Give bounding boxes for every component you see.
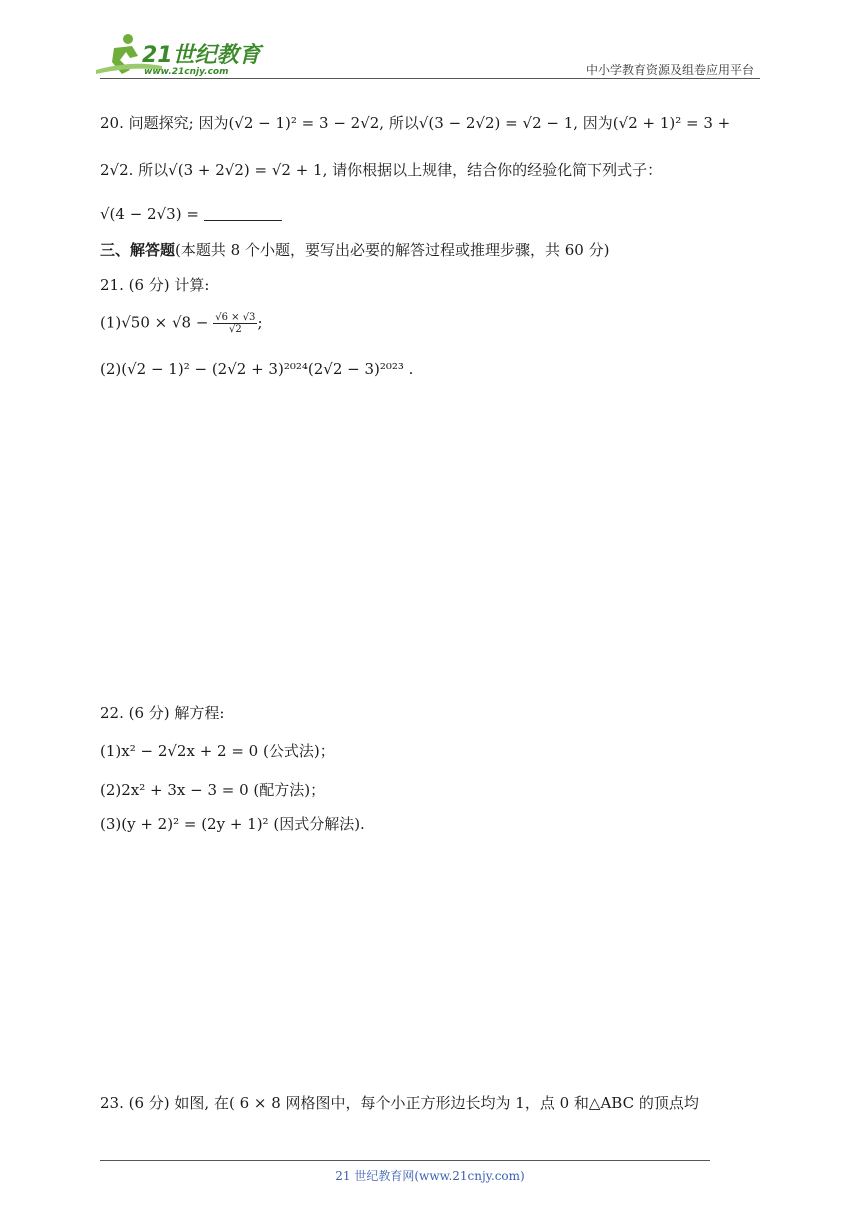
q21-part1-prefix: (1)√50 × √8 − bbox=[100, 313, 209, 332]
q22-part2: (2)2x² + 3x − 3 = 0 (配方法)； bbox=[100, 781, 326, 799]
header-divider bbox=[100, 78, 760, 79]
section3-title: 三、解答题 bbox=[100, 241, 176, 259]
section3-heading bbox=[100, 243, 609, 258]
q23-head: 23. (6 分) 如图, 在( 6 × 8 网格图中，每个小正方形边长均为 1，点 0 和△ABC 的顶点均 bbox=[100, 1094, 699, 1112]
header-platform-text: 中小学教育资源及组卷应用平台 bbox=[585, 63, 754, 77]
footer-text: 21 世纪教育网(www.21cnjy.com) bbox=[335, 1169, 525, 1183]
fraction-numerator: √6 × √3 bbox=[215, 312, 256, 323]
logo-url: www.21cnjy.com bbox=[144, 67, 229, 77]
q20-line3 bbox=[100, 206, 282, 222]
answer-blank[interactable] bbox=[204, 206, 282, 221]
logo-text: 21世纪教育 bbox=[142, 43, 261, 68]
q21-part1-suffix: ; bbox=[257, 313, 263, 332]
q22-part3: (3)(y + 2)² = (2y + 1)² (因式分解法). bbox=[100, 815, 365, 833]
q20-line1: 20. 问题探究; 因为(√2 − 1)² = 3 − 2√2, 所以√(3 − 2√2) = √2 − 1, 因为(√2 + 1)² = 3 + bbox=[100, 114, 731, 132]
q20-line2: 2√2. 所以√(3 + 2√2) = √2 + 1, 请你根据以上规律，结合你的经验化简下列式子： bbox=[100, 161, 663, 179]
footer-divider bbox=[100, 1160, 710, 1161]
q22-head: 22. (6 分) 解方程: bbox=[100, 704, 225, 722]
site-logo bbox=[92, 30, 267, 80]
q21-fraction bbox=[213, 312, 257, 335]
q21-part2: (2)(√2 − 1)² − (2√2 + 3)²⁰²⁴(2√2 − 3)²⁰²³ . bbox=[100, 360, 414, 378]
q20-expression: √(4 − 2√3) = bbox=[100, 205, 199, 223]
fraction-denominator: √2 bbox=[228, 324, 242, 335]
q22-part1: (1)x² − 2√2x + 2 = 0 (公式法)； bbox=[100, 742, 335, 760]
section3-note: (本题共 8 个小题，要写出必要的解答过程或推理步骤，共 60 分) bbox=[175, 241, 610, 259]
q21-part1 bbox=[100, 312, 263, 335]
q21-head: 21. (6 分) 计算: bbox=[100, 276, 210, 294]
